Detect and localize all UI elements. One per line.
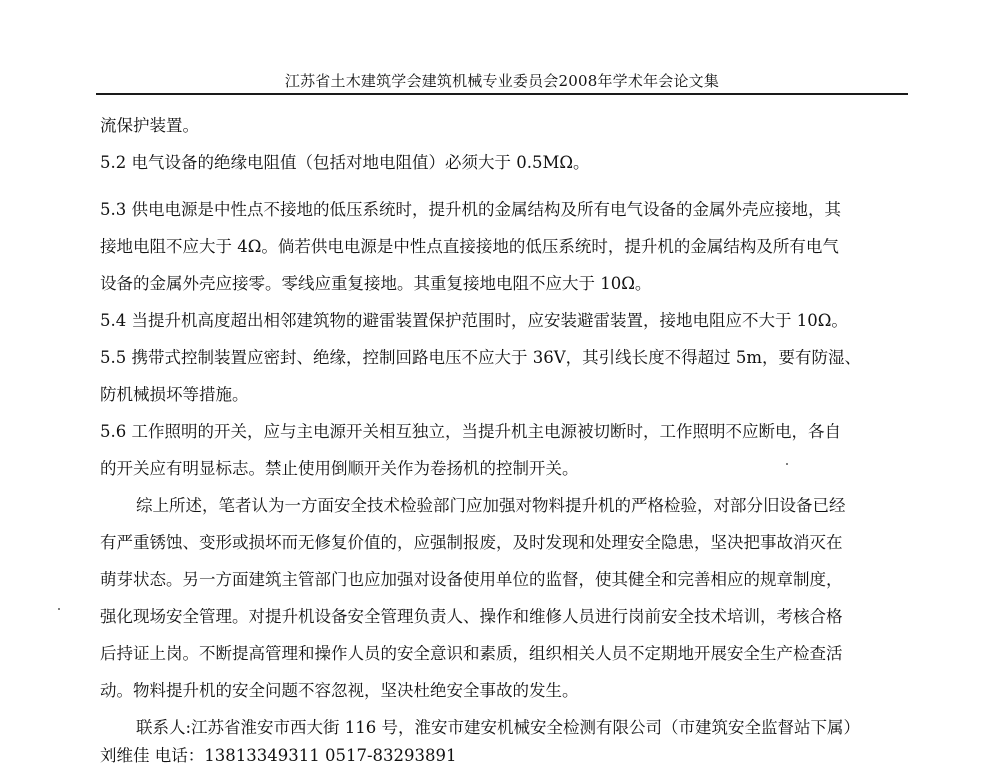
text-line: 联系人:江苏省淮安市西大街 116 号，淮安市建安机械安全检测有限公司（市建筑安全监督站下属） [136, 718, 861, 737]
text-line: 5.4 当提升机高度超出相邻建筑物的避雷装置保护范围时，应安装避雷装置，接地电阻应不大于 10Ω。 [100, 311, 848, 330]
text-line: 防机械损坏等措施。 [100, 385, 249, 404]
text-line: 萌芽状态。另一方面建筑主管部门也应加强对设备使用单位的监督，使其健全和完善相应的规章制度， [100, 570, 843, 589]
text-line: 5.2 电气设备的绝缘电阻值（包括对地电阻值）必须大于 0.5MΩ。 [100, 153, 590, 172]
scan-speck [58, 608, 60, 610]
scan-speck [786, 463, 788, 465]
text-line: 接地电阻不应大于 4Ω。倘若供电电源是中性点直接接地的低压系统时，提升机的金属结构及所有电气 [100, 237, 839, 256]
text-line: 后持证上岗。不断提高管理和操作人员的安全意识和素质，组织相关人员不定期地开展安全生产检查活 [100, 644, 843, 663]
text-line: 5.5 携带式控制装置应密封、绝缘，控制回路电压不应大于 36V，其引线长度不得超过 5m，要有防湿、 [100, 348, 862, 367]
running-header: 江苏省土木建筑学会建筑机械专业委员会2008年学术年会论文集 [284, 72, 720, 90]
text-line: 综上所述，笔者认为一方面安全技术检验部门应加强对物料提升机的严格检验，对部分旧设备已经 [136, 496, 846, 515]
text-line: 设备的金属外壳应接零。零线应重复接地。其重复接地电阻不应大于 10Ω。 [100, 274, 652, 293]
text-line: 5.3 供电电源是中性点不接地的低压系统时，提升机的金属结构及所有电气设备的金属外壳应接地，其 [100, 200, 841, 219]
text-line: 流保护装置。 [100, 116, 199, 135]
text-line: 有严重锈蚀、变形或损坏而无修复价值的，应强制报废，及时发现和处理安全隐患，坚决把事故消灭在 [100, 533, 843, 552]
header-rule [96, 93, 908, 95]
text-line: 刘维佳 电话：13813349311 0517-83293891 [100, 746, 457, 765]
text-line: 强化现场安全管理。对提升机设备安全管理负责人、操作和维修人员进行岗前安全技术培训，考核合格 [100, 607, 843, 626]
text-line: 5.6 工作照明的开关，应与主电源开关相互独立，当提升机主电源被切断时，工作照明不应断电，各自 [100, 422, 841, 441]
text-line: 动。物料提升机的安全问题不容忽视，坚决杜绝安全事故的发生。 [100, 681, 579, 700]
text-line: 的开关应有明显标志。禁止使用倒顺开关作为卷扬机的控制开关。 [100, 459, 579, 478]
